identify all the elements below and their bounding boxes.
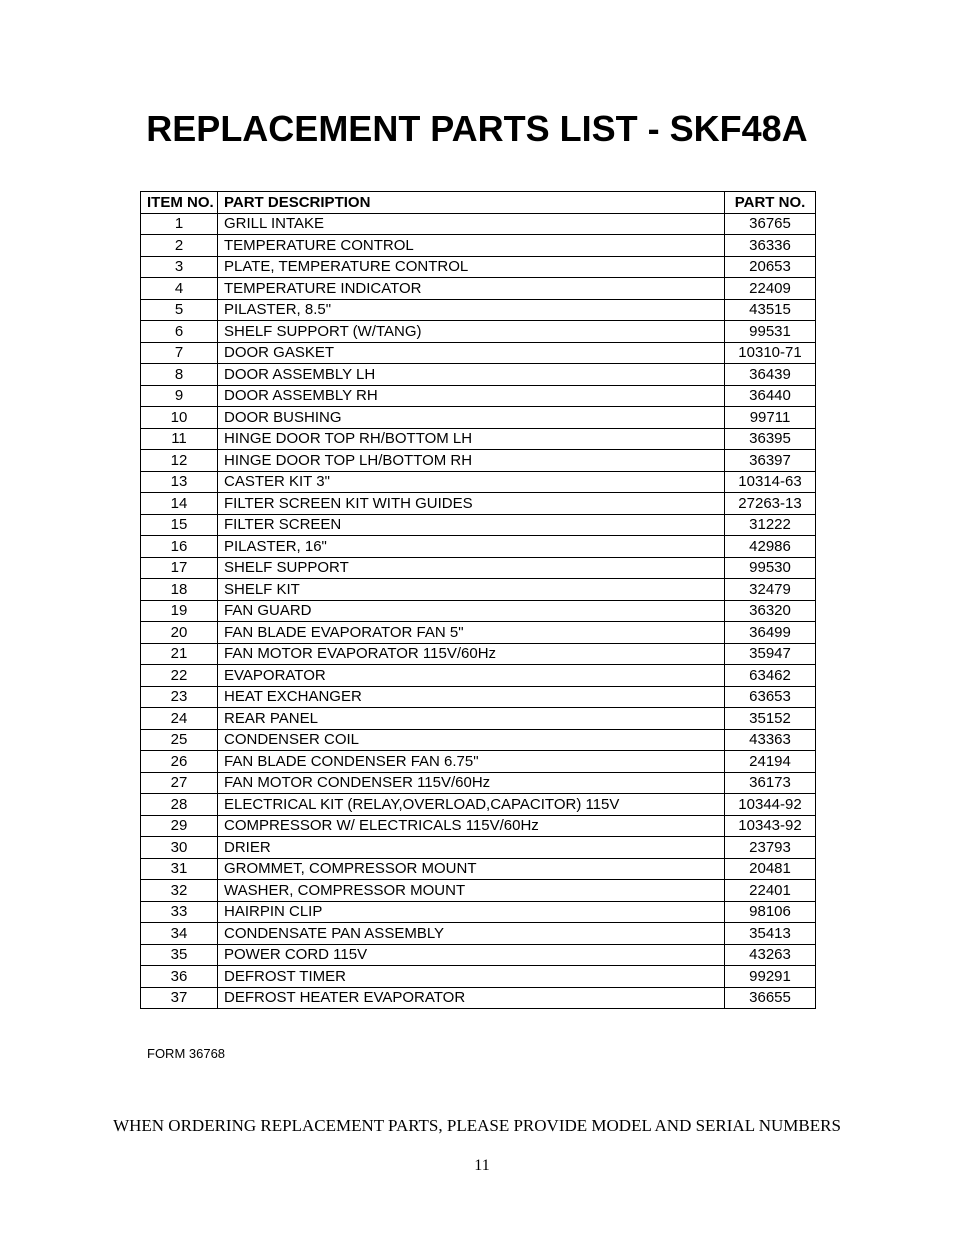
item-no-cell: 2 <box>141 235 218 257</box>
table-row <box>141 837 816 859</box>
part-description-cell: FAN MOTOR CONDENSER 115V/60Hz <box>218 772 725 794</box>
part-no-cell: 99530 <box>725 557 816 579</box>
table-row <box>141 772 816 794</box>
part-description-cell: DOOR BUSHING <box>218 407 725 429</box>
table-row <box>141 880 816 902</box>
part-description-cell: COMPRESSOR W/ ELECTRICALS 115V/60Hz <box>218 815 725 837</box>
part-description-cell: HINGE DOOR TOP RH/BOTTOM LH <box>218 428 725 450</box>
part-no-cell: 63653 <box>725 686 816 708</box>
table-row <box>141 385 816 407</box>
part-no-cell: 99291 <box>725 966 816 988</box>
part-no-cell: 99711 <box>725 407 816 429</box>
form-number: FORM 36768 <box>147 1046 226 1061</box>
part-description-cell: DOOR ASSEMBLY RH <box>218 385 725 407</box>
item-no-cell: 31 <box>141 858 218 880</box>
part-no-cell: 36336 <box>725 235 816 257</box>
table-row <box>141 514 816 536</box>
part-description-cell: DOOR GASKET <box>218 342 725 364</box>
part-no-cell: 36439 <box>725 364 816 386</box>
item-no-cell: 14 <box>141 493 218 515</box>
part-description-cell: SHELF KIT <box>218 579 725 601</box>
part-no-cell: 10343-92 <box>725 815 816 837</box>
part-description-cell: ELECTRICAL KIT (RELAY,OVERLOAD,CAPACITOR) 115V <box>218 794 725 816</box>
table-row <box>141 407 816 429</box>
part-no-cell: 43263 <box>725 944 816 966</box>
table-row <box>141 557 816 579</box>
part-description-cell: PILASTER, 16" <box>218 536 725 558</box>
table-row <box>141 729 816 751</box>
part-no-cell: 35413 <box>725 923 816 945</box>
part-description-cell: HEAT EXCHANGER <box>218 686 725 708</box>
part-description-cell: DOOR ASSEMBLY LH <box>218 364 725 386</box>
table-row <box>141 923 816 945</box>
part-no-cell: 36395 <box>725 428 816 450</box>
table-row <box>141 321 816 343</box>
item-no-cell: 19 <box>141 600 218 622</box>
part-description-cell: CONDENSER COIL <box>218 729 725 751</box>
table-row <box>141 278 816 300</box>
part-no-cell: 35152 <box>725 708 816 730</box>
item-no-cell: 7 <box>141 342 218 364</box>
part-description-cell: FILTER SCREEN KIT WITH GUIDES <box>218 493 725 515</box>
item-no-cell: 8 <box>141 364 218 386</box>
item-no-cell: 30 <box>141 837 218 859</box>
item-no-cell: 32 <box>141 880 218 902</box>
part-no-cell: 10314-63 <box>725 471 816 493</box>
item-no-cell: 15 <box>141 514 218 536</box>
item-no-cell: 29 <box>141 815 218 837</box>
part-no-cell: 22401 <box>725 880 816 902</box>
table-row <box>141 428 816 450</box>
part-no-cell: 20481 <box>725 858 816 880</box>
table-row <box>141 794 816 816</box>
table-row <box>141 450 816 472</box>
part-description-cell: HAIRPIN CLIP <box>218 901 725 923</box>
item-no-cell: 12 <box>141 450 218 472</box>
part-no-cell: 43363 <box>725 729 816 751</box>
part-no-cell: 42986 <box>725 536 816 558</box>
item-no-cell: 18 <box>141 579 218 601</box>
table-row <box>141 686 816 708</box>
part-no-cell: 36440 <box>725 385 816 407</box>
table-row <box>141 471 816 493</box>
header-part-description: PART DESCRIPTION <box>218 192 725 214</box>
part-description-cell: EVAPORATOR <box>218 665 725 687</box>
table-row <box>141 665 816 687</box>
part-description-cell: FAN GUARD <box>218 600 725 622</box>
item-no-cell: 11 <box>141 428 218 450</box>
table-row <box>141 299 816 321</box>
part-no-cell: 36765 <box>725 213 816 235</box>
part-no-cell: 27263-13 <box>725 493 816 515</box>
item-no-cell: 16 <box>141 536 218 558</box>
item-no-cell: 5 <box>141 299 218 321</box>
part-description-cell: PLATE, TEMPERATURE CONTROL <box>218 256 725 278</box>
table-row <box>141 235 816 257</box>
item-no-cell: 9 <box>141 385 218 407</box>
table-row <box>141 751 816 773</box>
table-row <box>141 622 816 644</box>
table-row <box>141 708 816 730</box>
part-no-cell: 98106 <box>725 901 816 923</box>
part-description-cell: DEFROST HEATER EVAPORATOR <box>218 987 725 1009</box>
table-row <box>141 600 816 622</box>
part-description-cell: FAN BLADE CONDENSER FAN 6.75" <box>218 751 725 773</box>
part-description-cell: DRIER <box>218 837 725 859</box>
item-no-cell: 28 <box>141 794 218 816</box>
part-no-cell: 36499 <box>725 622 816 644</box>
item-no-cell: 36 <box>141 966 218 988</box>
part-description-cell: FAN BLADE EVAPORATOR FAN 5" <box>218 622 725 644</box>
item-no-cell: 22 <box>141 665 218 687</box>
part-description-cell: SHELF SUPPORT <box>218 557 725 579</box>
part-no-cell: 63462 <box>725 665 816 687</box>
item-no-cell: 13 <box>141 471 218 493</box>
item-no-cell: 34 <box>141 923 218 945</box>
page-number: 11 <box>474 1157 490 1174</box>
item-no-cell: 6 <box>141 321 218 343</box>
parts-table <box>140 191 816 1009</box>
part-no-cell: 31222 <box>725 514 816 536</box>
part-description-cell: GROMMET, COMPRESSOR MOUNT <box>218 858 725 880</box>
table-row <box>141 815 816 837</box>
page-title: REPLACEMENT PARTS LIST - SKF48A <box>146 108 808 149</box>
part-no-cell: 22409 <box>725 278 816 300</box>
table-header-row <box>141 192 816 214</box>
item-no-cell: 1 <box>141 213 218 235</box>
part-description-cell: SHELF SUPPORT (W/TANG) <box>218 321 725 343</box>
item-no-cell: 20 <box>141 622 218 644</box>
part-description-cell: TEMPERATURE CONTROL <box>218 235 725 257</box>
part-description-cell: FAN MOTOR EVAPORATOR 115V/60Hz <box>218 643 725 665</box>
header-part-no: PART NO. <box>725 192 816 214</box>
part-no-cell: 35947 <box>725 643 816 665</box>
ordering-note: WHEN ORDERING REPLACEMENT PARTS, PLEASE PROVIDE MODEL AND SERIAL NUMBERS <box>113 1116 841 1135</box>
part-no-cell: 10310-71 <box>725 342 816 364</box>
part-description-cell: WASHER, COMPRESSOR MOUNT <box>218 880 725 902</box>
part-no-cell: 24194 <box>725 751 816 773</box>
part-no-cell: 32479 <box>725 579 816 601</box>
part-description-cell: TEMPERATURE INDICATOR <box>218 278 725 300</box>
item-no-cell: 3 <box>141 256 218 278</box>
part-description-cell: HINGE DOOR TOP LH/BOTTOM RH <box>218 450 725 472</box>
table-row <box>141 901 816 923</box>
item-no-cell: 10 <box>141 407 218 429</box>
part-no-cell: 36397 <box>725 450 816 472</box>
part-no-cell: 36173 <box>725 772 816 794</box>
part-description-cell: CASTER KIT 3" <box>218 471 725 493</box>
part-description-cell: FILTER SCREEN <box>218 514 725 536</box>
table-row <box>141 213 816 235</box>
part-no-cell: 23793 <box>725 837 816 859</box>
parts-table-body <box>141 213 816 1009</box>
header-item-no: ITEM NO. <box>141 192 218 214</box>
table-row <box>141 536 816 558</box>
part-no-cell: 36320 <box>725 600 816 622</box>
part-description-cell: PILASTER, 8.5" <box>218 299 725 321</box>
item-no-cell: 33 <box>141 901 218 923</box>
item-no-cell: 21 <box>141 643 218 665</box>
table-row <box>141 858 816 880</box>
part-no-cell: 99531 <box>725 321 816 343</box>
item-no-cell: 17 <box>141 557 218 579</box>
part-description-cell: DEFROST TIMER <box>218 966 725 988</box>
item-no-cell: 37 <box>141 987 218 1009</box>
table-row <box>141 987 816 1009</box>
part-description-cell: GRILL INTAKE <box>218 213 725 235</box>
part-no-cell: 10344-92 <box>725 794 816 816</box>
table-row <box>141 493 816 515</box>
table-row <box>141 364 816 386</box>
part-no-cell: 36655 <box>725 987 816 1009</box>
item-no-cell: 4 <box>141 278 218 300</box>
table-row <box>141 579 816 601</box>
part-description-cell: REAR PANEL <box>218 708 725 730</box>
table-row <box>141 643 816 665</box>
part-description-cell: CONDENSATE PAN ASSEMBLY <box>218 923 725 945</box>
part-description-cell: POWER CORD 115V <box>218 944 725 966</box>
item-no-cell: 26 <box>141 751 218 773</box>
table-row <box>141 944 816 966</box>
item-no-cell: 27 <box>141 772 218 794</box>
item-no-cell: 35 <box>141 944 218 966</box>
table-row <box>141 966 816 988</box>
table-row <box>141 256 816 278</box>
part-no-cell: 20653 <box>725 256 816 278</box>
item-no-cell: 25 <box>141 729 218 751</box>
table-row <box>141 342 816 364</box>
part-no-cell: 43515 <box>725 299 816 321</box>
item-no-cell: 24 <box>141 708 218 730</box>
item-no-cell: 23 <box>141 686 218 708</box>
